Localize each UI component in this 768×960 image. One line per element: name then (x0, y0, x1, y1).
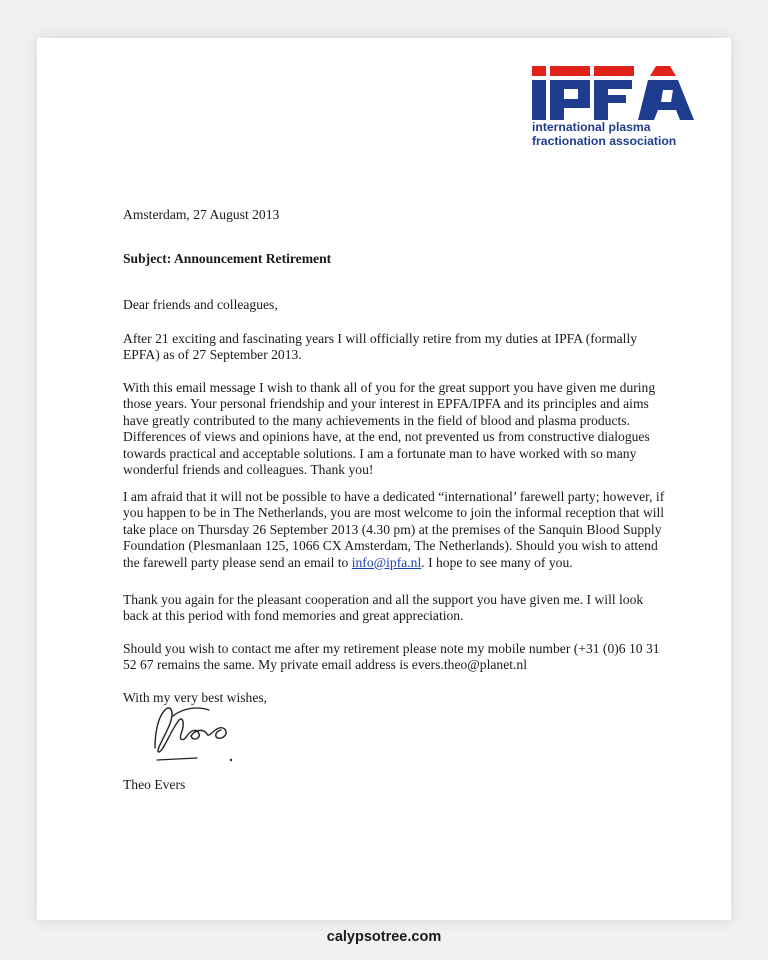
paragraph-3-text-end: . I hope to see many of you. (421, 554, 573, 570)
letter-closing: With my very best wishes, (123, 690, 268, 705)
signer-name: Theo Evers (123, 777, 186, 792)
logo-text-line-1: international plasma (532, 120, 651, 134)
ipfa-logo-mark (532, 66, 702, 120)
paragraph-1: After 21 exciting and fascinating years I will officially retire from my duties at IPFA (formally EPFA) as of 27 September 2013. (123, 331, 638, 363)
logo-text-line-2: fractionation association (532, 134, 677, 148)
paragraph-3 (123, 489, 671, 571)
watermark-text: calypsotree.com (326, 929, 442, 945)
paragraph-4: Thank you again for the pleasant cooperation and all the support you have given me. I will look back at this period with fond memories and great appreciation. (123, 592, 644, 624)
letter-subject: Subject: Announcement Retirement (123, 251, 332, 266)
letter-page (37, 38, 731, 920)
paragraph-3-text-start: I am afraid that it will not be possible to have a dedicated “international’ farewell party; however, if you happen to be in The Netherlands, you are most welcome to join the informal reception that will take place on Thursday 26 September 2013 (4.30 pm) at the premises of the Sanquin Blood Supply Foundation (Plesmanlaan 125, 1066 CX Amsterdam, The Netherlands). Should you wish to attend the farewell party please send an email to (123, 489, 665, 570)
paragraph-2: With this email message I wish to thank all of you for the great support you have given me during those years. Your personal friendship and your interest in EPFA/IPFA and its principles and aims have greatly contributed to the many achievements in the field of blood and plasma products. Differences of views and opinions have, at the end, not prevented us from constructive dialogues towards practical and acceptable solutions. I am a fortunate man to have worked with so many wonderful friends and colleagues. Thank you! (123, 380, 656, 478)
paragraph-5: Should you wish to contact me after my retirement please note my mobile number (+31 (0)6 10 31 52 67 remains the same. My private email address is evers.theo@planet.nl (123, 641, 660, 673)
handwritten-signature (149, 700, 259, 775)
info-email-link[interactable]: info@ipfa.nl (351, 554, 422, 570)
ipfa-logo (532, 66, 702, 148)
letter-date: Amsterdam, 27 August 2013 (123, 207, 280, 222)
letter-greeting: Dear friends and colleagues, (123, 297, 278, 312)
